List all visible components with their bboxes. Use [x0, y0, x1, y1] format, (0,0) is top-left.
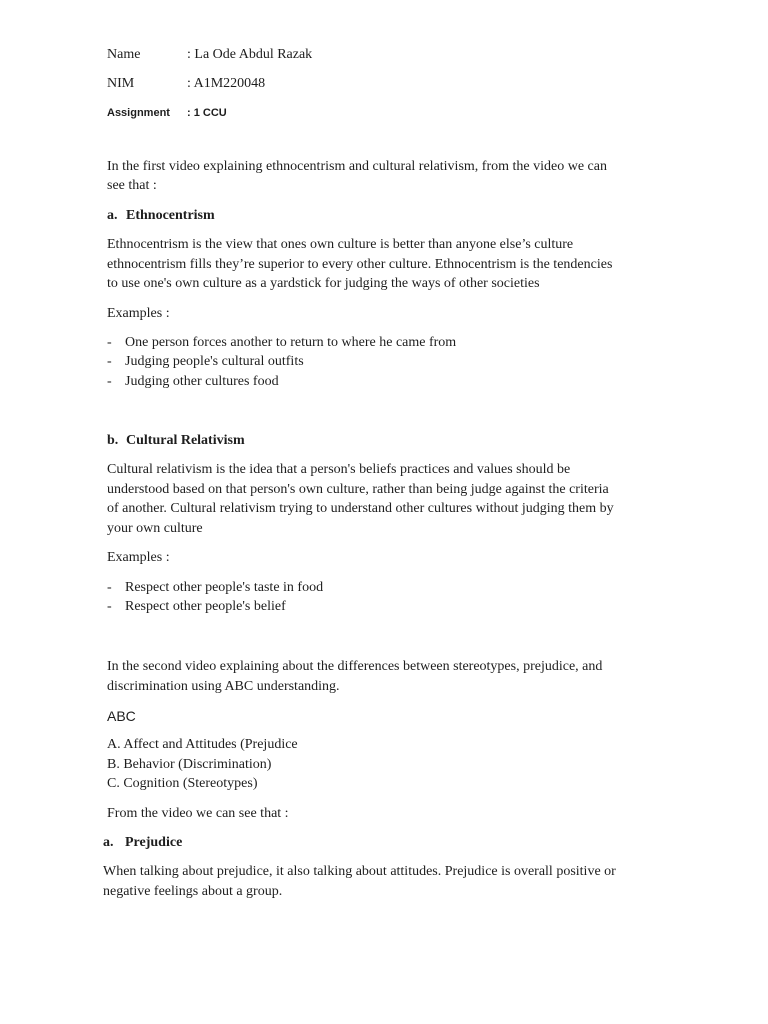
paragraph-line: ethnocentrism fills they’re superior to every other culture. Ethnocentrism is the tendencies — [107, 257, 613, 272]
list-item: Respect other people's belief — [125, 599, 286, 614]
section-heading-cultural-relativism: Cultural Relativism — [126, 433, 245, 448]
from-video-label: From the video we can see that : — [107, 806, 289, 821]
assignment-value: : 1 CCU — [187, 107, 227, 119]
name-label: Name — [107, 47, 141, 62]
section-heading-ethnocentrism: Ethnocentrism — [126, 208, 215, 223]
list-bullet: - — [107, 354, 112, 369]
name-value: : La Ode Abdul Razak — [187, 47, 313, 62]
assignment-label: Assignment — [107, 107, 170, 119]
intro-line: In the first video explaining ethnocentrism and cultural relativism, from the video we can — [107, 159, 607, 174]
list-bullet: - — [107, 335, 112, 350]
nim-value: : A1M220048 — [187, 76, 266, 91]
list-item: Judging other cultures food — [125, 374, 279, 389]
paragraph-line: understood based on that person's own culture, rather than being judge against the criteria — [107, 482, 609, 497]
list-bullet: - — [107, 580, 112, 595]
abc-item: B. Behavior (Discrimination) — [107, 757, 272, 772]
paragraph-line: discrimination using ABC understanding. — [107, 679, 340, 694]
abc-label: ABC — [107, 708, 136, 724]
section-marker: a. — [103, 835, 114, 850]
paragraph-line: Ethnocentrism is the view that ones own culture is better than anyone else’s culture — [107, 237, 574, 252]
list-item: Judging people's cultural outfits — [125, 354, 304, 369]
paragraph-line: In the second video explaining about the differences between stereotypes, prejudice, and — [107, 659, 603, 674]
intro-line: see that : — [107, 178, 157, 193]
paragraph-line: to use one's own culture as a yardstick for judging the ways of other societies — [107, 276, 540, 291]
examples-label: Examples : — [107, 550, 170, 565]
section-marker: b. — [107, 433, 119, 448]
section-heading-prejudice: Prejudice — [125, 835, 183, 850]
paragraph-line: negative feelings about a group. — [103, 884, 283, 899]
list-bullet: - — [107, 374, 112, 389]
list-bullet: - — [107, 599, 112, 614]
examples-label: Examples : — [107, 306, 170, 321]
section-marker: a. — [107, 208, 118, 223]
list-item: Respect other people's taste in food — [125, 580, 324, 595]
nim-label: NIM — [107, 76, 135, 91]
paragraph-line: When talking about prejudice, it also talking about attitudes. Prejudice is overall positive or — [103, 864, 616, 879]
abc-item: A. Affect and Attitudes (Prejudice — [107, 737, 298, 752]
list-item: One person forces another to return to where he came from — [125, 335, 457, 350]
paragraph-line: of another. Cultural relativism trying to understand other cultures without judging them by — [107, 501, 614, 516]
abc-item: C. Cognition (Stereotypes) — [107, 776, 258, 791]
paragraph-line: Cultural relativism is the idea that a person's beliefs practices and values should be — [107, 462, 571, 477]
paragraph-line: your own culture — [107, 521, 203, 536]
